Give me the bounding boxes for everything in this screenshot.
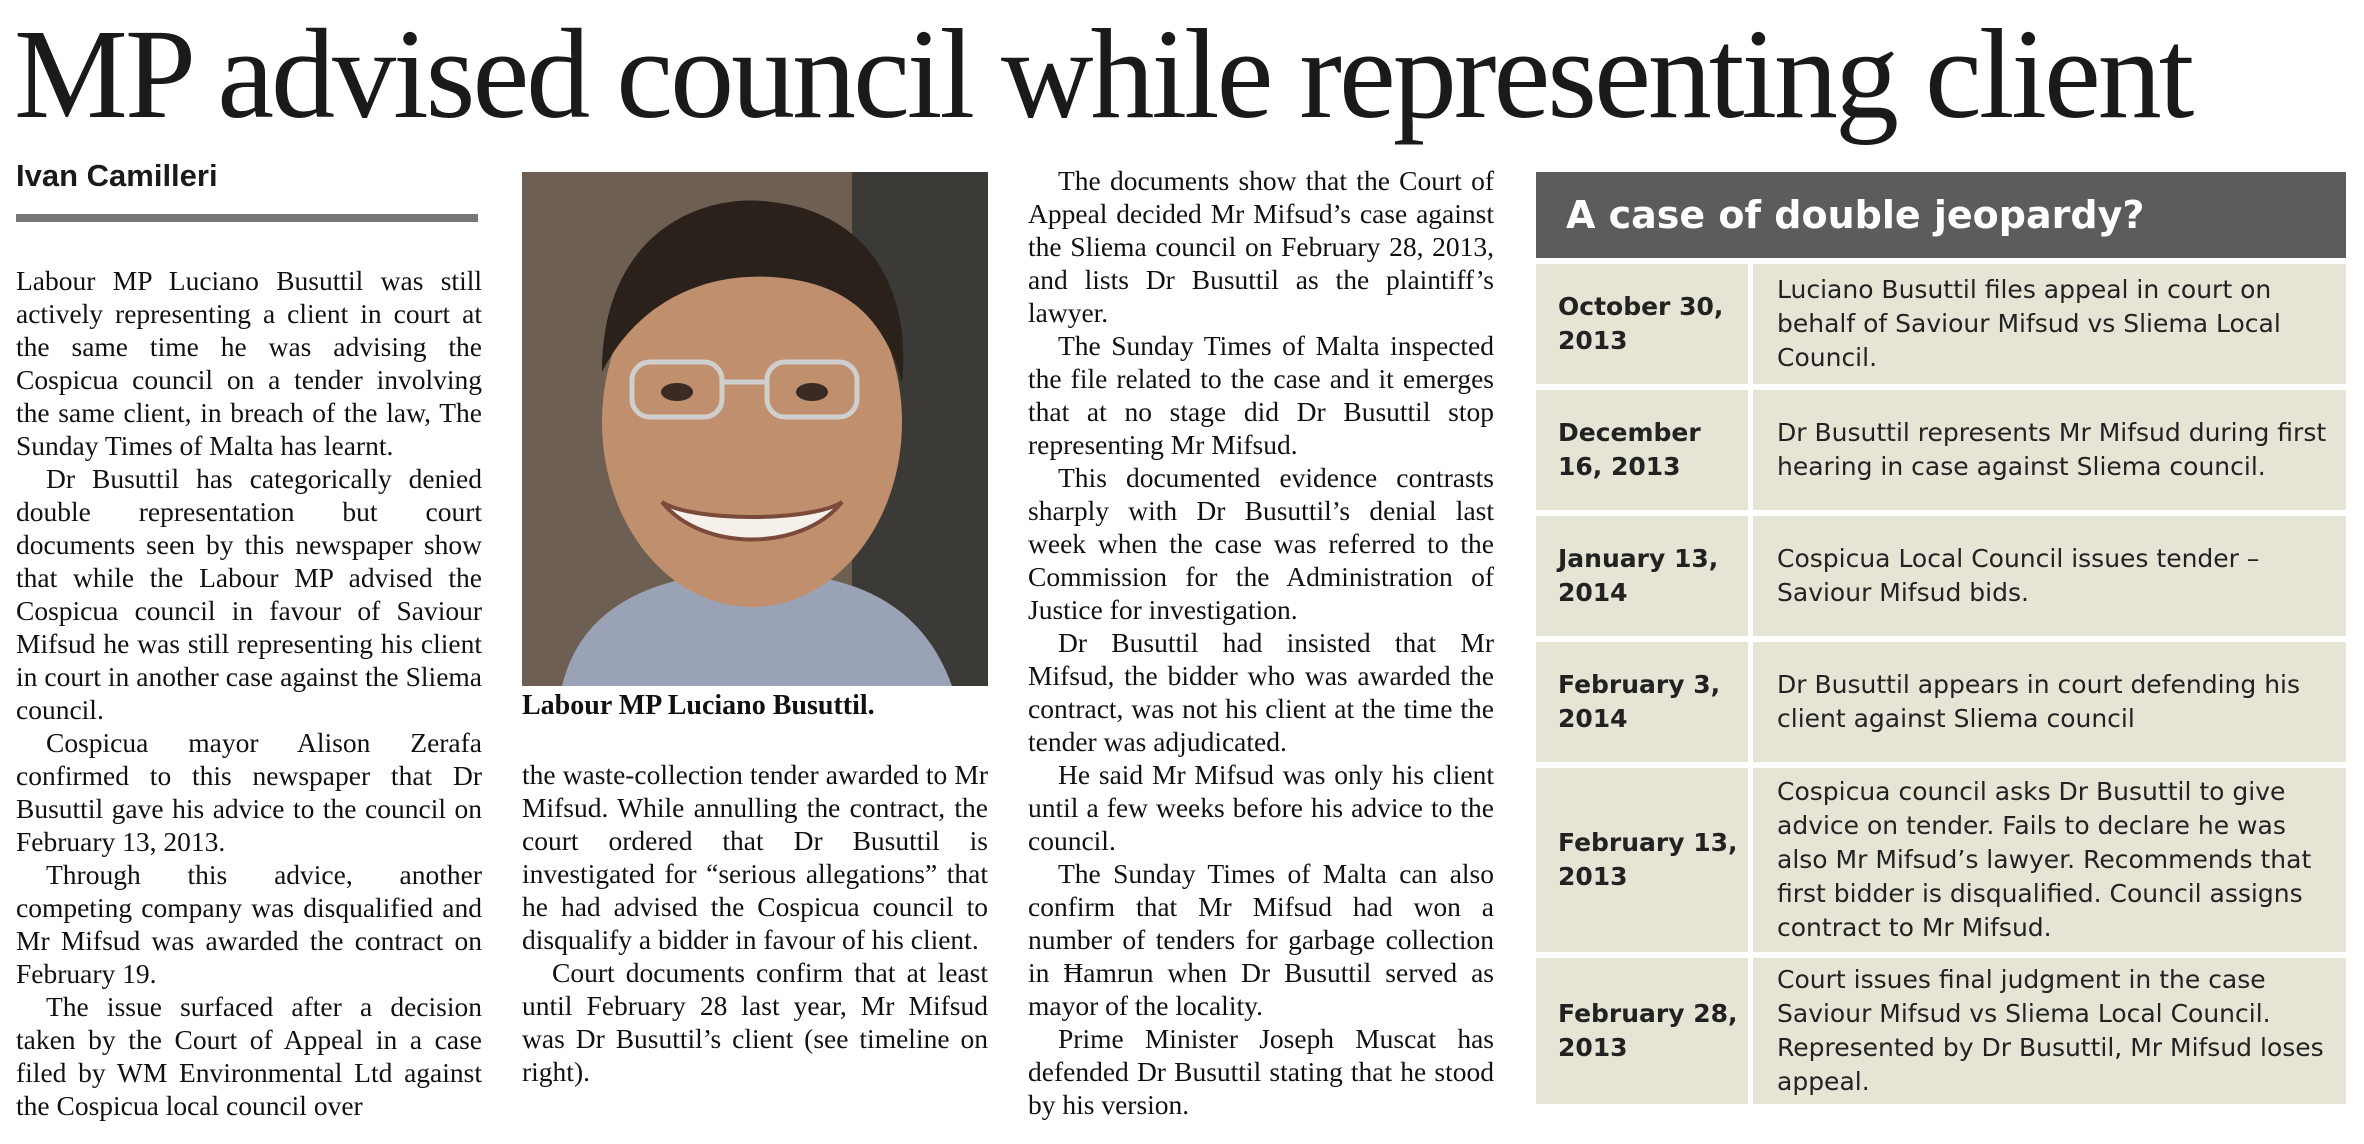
- timeline-date: October 30, 2013: [1536, 264, 1753, 384]
- byline: Ivan Camilleri: [16, 158, 218, 193]
- timeline-row: [1536, 264, 2346, 384]
- timeline-date: February 13, 2013: [1536, 768, 1753, 952]
- timeline-text: Cospicua council asks Dr Busuttil to give advice on tender. Fails to declare he was also Mr Mifsud’s lawyer. Recommends that first bidder is disqualified. Council assigns contract to Mr Mifsud.: [1777, 777, 2312, 942]
- timeline-sidebar: [1536, 172, 2346, 1104]
- paragraph: The issue surfaced after a decision taken by the Court of Appeal in a case filed by WM Environmental Ltd against the Cospicua local council over: [16, 991, 482, 1121]
- paragraph: This documented evidence contrasts sharply with Dr Busuttil’s denial last week when the case was referred to the Commission for the Administration of Justice for investigation.: [1028, 462, 1494, 625]
- timeline-text: Dr Busuttil represents Mr Mifsud during first hearing in case against Sliema council.: [1777, 418, 2327, 481]
- portrait-illustration: [522, 172, 988, 686]
- timeline-text: Court issues final judgment in the case Saviour Mifsud vs Sliema Local Council. Represented by Dr Busuttil, Mr Mifsud loses appeal.: [1777, 965, 2324, 1096]
- timeline-text: Dr Busuttil appears in court defending his client against Sliema council: [1777, 670, 2301, 733]
- photo-caption: Labour MP Luciano Busuttil.: [522, 690, 875, 721]
- timeline-row: [1536, 390, 2346, 510]
- paragraph: The documents show that the Court of Appeal decided Mr Mifsud’s case against the Sliema council on February 28, 2013, and lists Dr Busuttil as the plaintiff’s lawyer.: [1028, 165, 1494, 328]
- timeline-date: January 13, 2014: [1536, 516, 1753, 636]
- paragraph: He said Mr Mifsud was only his client until a few weeks before his advice to the council.: [1028, 759, 1494, 856]
- paragraph: Labour MP Luciano Busuttil was still actively representing a client in court at the same time he was advising the Cospicua council on a tender involving the same client, in breach of the law, The Sunday Times of Malta has learnt.: [16, 265, 482, 461]
- timeline-row: [1536, 642, 2346, 762]
- paragraph: Dr Busuttil had insisted that Mr Mifsud, the bidder who was awarded the contract, was not his client at the time the tender was adjudicated.: [1028, 627, 1494, 757]
- portrait-photo: [522, 172, 988, 686]
- paragraph: Prime Minister Joseph Muscat has defended Dr Busuttil stating that he stood by his version.: [1028, 1023, 1494, 1120]
- timeline-row: [1536, 516, 2346, 636]
- paragraph: Cospicua mayor Alison Zerafa confirmed to this newspaper that Dr Busuttil gave his advice to the council on February 13, 2013.: [16, 727, 482, 857]
- timeline-date: February 3, 2014: [1536, 642, 1753, 762]
- timeline-row: [1536, 768, 2346, 952]
- paragraph: Court documents confirm that at least until February 28 last year, Mr Mifsud was Dr Busuttil’s client (see timeline on right).: [522, 957, 988, 1087]
- timeline-date: December 16, 2013: [1536, 390, 1753, 510]
- timeline-row: [1536, 958, 2346, 1104]
- article-column-2: [522, 758, 988, 1088]
- paragraph: Through this advice, another competing company was disqualified and Mr Mifsud was awarded the contract on February 19.: [16, 859, 482, 989]
- sidebar-title: A case of double jeopardy?: [1536, 172, 2346, 258]
- paragraph: Dr Busuttil has categorically denied double representation but court documents seen by this newspaper show that while the Labour MP advised the Cospicua council in favour of Saviour Mifsud he was still representing his client in court in another case against the Sliema council.: [16, 463, 482, 725]
- byline-rule: [16, 214, 478, 222]
- article-column-1: [16, 264, 482, 1122]
- paragraph: the waste-collection tender awarded to Mr Mifsud. While annulling the contract, the court ordered that Dr Busuttil is investigated for “serious allegations” that he had advised the Cospicua council to disqualify a bidder in favour of his client.: [522, 759, 988, 955]
- timeline-date: February 28, 2013: [1536, 958, 1753, 1104]
- headline: MP advised council while representing client: [14, 3, 2192, 145]
- timeline-text: Cospicua Local Council issues tender – Saviour Mifsud bids.: [1777, 544, 2260, 607]
- timeline-text: Luciano Busuttil files appeal in court on behalf of Saviour Mifsud vs Sliema Local Council.: [1777, 275, 2281, 372]
- paragraph: The Sunday Times of Malta can also confirm that Mr Mifsud had won a number of tenders for garbage collection in Ħamrun when Dr Busuttil served as mayor of the locality.: [1028, 858, 1494, 1021]
- article-column-3: [1028, 164, 1494, 1121]
- paragraph: The Sunday Times of Malta inspected the file related to the case and it emerges that at no stage did Dr Busuttil stop representing Mr Mifsud.: [1028, 330, 1494, 460]
